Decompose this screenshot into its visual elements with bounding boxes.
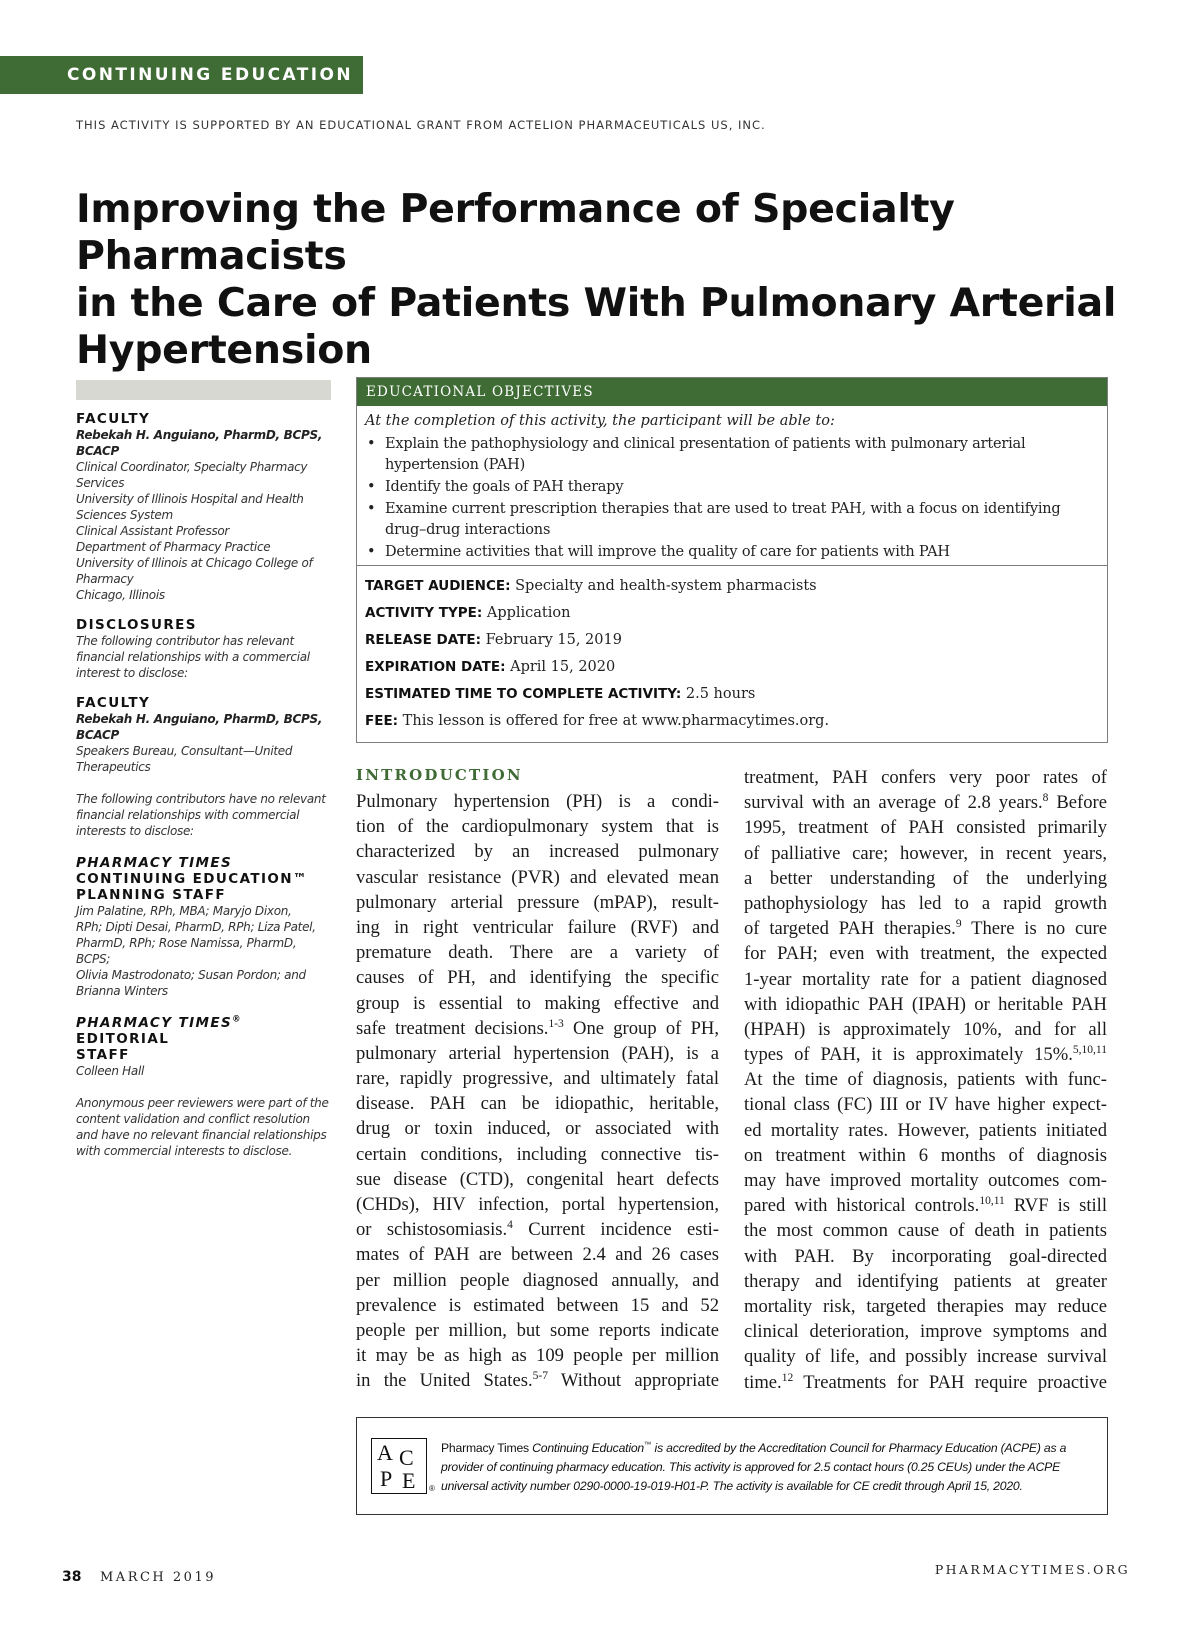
sidebar-line: interests to disclose: [76,824,194,838]
body-line: mates of PAH are between 2.4 and 26 cases [356,1244,719,1266]
sidebar [76,380,331,1159]
editorial-heading: PHARMACY TIMES® EDITORIAL [76,1013,242,1047]
sidebar-line: Sciences System [76,508,173,522]
sidebar-line: and have no relevant financial relationships [76,1128,327,1142]
objectives-box [356,377,1108,743]
activity-detail-row: FEE: This lesson is offered for free at www.pharmacytimes.org. [365,713,830,729]
sidebar-line: Therapeutics [76,760,151,774]
sidebar-line: with commercial interests to disclose. [76,1144,293,1158]
accreditation-box [356,1417,1108,1515]
objective-item: • Examine current prescription therapies that are used to treat PAH, with a focus on identifying drug–drug interactions [367,501,1061,538]
sidebar-line: Chicago, Illinois [76,588,165,602]
bullet-icon: • [367,479,376,495]
body-line: therapy and identifying patients at greater [744,1270,1107,1292]
body-line: for PAH; even with treatment, the expected [744,943,1107,965]
body-line: time.$^{12}$ Treatments for PAH require proactive [744,1371,1107,1393]
sidebar-line: Pharmacy [76,572,134,586]
body-line: types of PAH, it is approximately 15%.$^{5,10,11}$ [744,1043,1107,1066]
body-line: treatment, PAH confers very poor rates of [744,767,1107,788]
faculty-heading: FACULTY [76,695,151,711]
body-line: rare, rapidly progressive, and ultimately fatal [356,1068,719,1090]
section-label: CONTINUING EDUCATION [67,65,353,85]
planning-heading: PHARMACY TIMES [76,855,233,871]
body-line: characterized by an increased pulmonary [356,841,719,863]
body-line: sue disease (CTD), congenital heart defects [356,1168,719,1190]
sidebar-line: Clinical Coordinator, Specialty Pharmacy [76,460,308,474]
sidebar-line: Colleen Hall [76,1064,145,1078]
body-line: pulmonary arterial pressure (mPAP), result- [356,891,719,913]
website: PHARMACYTIMES.ORG [934,1562,1130,1577]
faculty-disclosure [76,743,331,775]
sidebar-line: Anonymous peer reviewers were part of the [76,1096,329,1110]
body-column-2 [744,765,1107,1395]
acpe-logo-letter: C [399,1445,414,1470]
planning-heading: CONTINUING EDUCATION™ [76,871,308,887]
title-line: Improving the Performance of Specialty Pharmacists [76,186,955,279]
faculty-affiliation [76,459,331,603]
body-line: At the time of diagnosis, patients with func- [744,1069,1107,1091]
bullet-icon: • [367,501,376,517]
body-line: causes of PH, and identifying the specific [356,967,719,989]
sidebar-line: financial relationships with commercial [76,808,300,822]
body-line: it may be as high as 109 people per million [356,1345,719,1367]
body-line: certain conditions, including connective tis- [356,1143,719,1165]
activity-detail-row: ESTIMATED TIME TO COMPLETE ACTIVITY: 2.5 hours [365,686,756,702]
section-banner [0,56,363,94]
sidebar-line: RPh; Dipti Desai, PharmD, RPh; Liza Patel, [76,920,316,934]
sidebar-line: PharmD, RPh; Rose Namissa, PharmD, BCPS; [76,936,297,966]
bullet-icon: • [367,436,376,452]
sidebar-line: content validation and conflict resolution [76,1112,310,1126]
sidebar-line: Department of Pharmacy Practice [76,540,271,554]
body-line: (HPAH) is approximately 10%, and for all [744,1018,1107,1040]
body-line: safe treatment decisions.$^{1-3}$ One group of PH, [356,1017,719,1039]
disclosures-text [76,633,331,681]
body-line: pathophysiology has led to a rapid growth [744,892,1107,914]
sidebar-line: Brianna Winters [76,984,168,998]
faculty-name: Rebekah H. Anguiano, PharmD, BCPS, [76,712,323,726]
no-relevant-disclosure [76,791,331,839]
body-line: (CHDs), HIV infection, portal hypertension, [356,1194,719,1215]
activity-detail-row: RELEASE DATE: February 15, 2019 [365,632,622,648]
disclosures-heading: DISCLOSURES [76,617,197,633]
body-line: tional class (FC) III or IV have higher expect- [744,1094,1107,1116]
peer-review-note [76,1095,331,1159]
objective-item: • Explain the pathophysiology and clinical presentation of patients with pulmonary arterial hypertension (PAH) [367,436,1026,473]
objectives-intro: At the completion of this activity, the participant will be able to: [365,413,835,429]
sidebar-divider [76,380,331,400]
sidebar-line: interest to disclose: [76,666,188,680]
body-line: tion of the cardiopulmonary system that is [356,816,719,838]
body-line: group is essential to making effective and [356,992,719,1014]
body-line: a better understanding of the underlying [744,867,1107,889]
issue-date: MARCH 2019 [100,1570,216,1585]
body-line: Pulmonary hypertension (PH) is a condi- [356,791,719,812]
body-line: on treatment within 6 months of diagnosis [744,1144,1107,1166]
title-line: in the Care of Patients With Pulmonary Arterial [76,280,1117,326]
planning-staff [76,903,331,999]
body-line: ing in right ventricular failure (RVF) and [356,916,719,938]
acpe-logo [371,1438,427,1494]
activity-detail-row: TARGET AUDIENCE: Specialty and health-system pharmacists [365,578,817,594]
body-line: prevalence is estimated between 15 and 52 [356,1294,719,1316]
body-line: quality of life, and possibly increase survival [744,1346,1107,1368]
body-line: with idiopathic PAH (IPAH) or heritable PAH [744,993,1107,1015]
objectives-heading: EDUCATIONAL OBJECTIVES [357,378,1107,406]
body-line: 1995, treatment of PAH consisted primarily [744,817,1107,839]
sidebar-line: Services [76,476,125,490]
body-line: ed mortality rates. However, patients initiated [744,1119,1107,1141]
sidebar-line: Olivia Mastrodonato; Susan Pordon; and [76,968,306,982]
body-line: of targeted PAH therapies.$^9$ There is no cure [744,917,1107,940]
article-title [76,186,1166,374]
body-line: pulmonary arterial hypertension (PAH), is a [356,1042,719,1064]
introduction-text [356,789,719,1394]
sidebar-line: University of Illinois Hospital and Health [76,492,304,506]
body-line: per million people diagnosed annually, and [356,1269,719,1291]
body-column-1 [356,765,719,1394]
body-line: of palliative care; however, in recent years, [744,842,1107,864]
body-line: may have improved mortality outcomes com- [744,1170,1107,1191]
registered-mark: ® [429,1484,435,1493]
sidebar-line: The following contributors have no relevant [76,792,326,806]
acpe-logo-letter: P [380,1466,393,1491]
editorial-staff [76,1063,331,1079]
body-line: drug or toxin induced, or associated with [356,1118,719,1140]
body-line: pared with historical controls.$^{10,11}$ RVF is still [744,1195,1107,1217]
page-number: 38 [62,1569,82,1585]
body-line: vascular resistance (PVR) and elevated mean [356,866,719,888]
faculty-name: Rebekah H. Anguiano, PharmD, BCPS, [76,428,323,442]
objectives-list [365,434,1095,563]
sidebar-line: Speakers Bureau, Consultant—United [76,744,293,758]
body-line: disease. PAH can be idiopathic, heritable, [356,1093,719,1115]
editorial-heading: STAFF [76,1047,130,1063]
body-line: people per million, but some reports indicate [356,1319,719,1341]
acpe-logo-letter: E [402,1468,416,1493]
body-line: clinical deterioration, improve symptoms and [744,1321,1107,1343]
introduction-heading: INTRODUCTION [356,766,523,784]
body-line: premature death. There are a variety of [356,942,719,964]
objective-item: • Identify the goals of PAH therapy [365,477,1095,498]
planning-heading: PLANNING STAFF [76,887,227,903]
accreditation-text: Pharmacy Times Continuing Education™ is accredited by the Accreditation Council for Pharmacy Education (ACPE) as a provider of continuing pharmacy education. This activity is approved for 2.5 contact hours (0.25 CEUs) under the ACPE universal activity number 0290-0000-19-019-H01-P. The activity is available for CE credit through April 15, 2020. [441,1439,1067,1493]
sidebar-line: Clinical Assistant Professor [76,524,230,538]
sidebar-line: Jim Palatine, RPh, MBA; Maryjo Dixon, [76,904,292,918]
body-line: the most common cause of death in patients [744,1220,1107,1242]
faculty-heading: FACULTY [76,411,151,427]
title-line: Hypertension [76,327,372,373]
sidebar-line: University of Illinois at Chicago College of [76,556,313,570]
activity-details [357,566,1107,735]
bullet-icon: • [367,544,376,560]
faculty-name: BCACP [76,444,119,458]
body-line: in the United States.$^{5-7}$ Without appropriate [356,1370,719,1392]
grant-notice: THIS ACTIVITY IS SUPPORTED BY AN EDUCATIONAL GRANT FROM ACTELION PHARMACEUTICALS US, INC. [76,118,766,132]
objective-item: • Determine activities that will improve the quality of care for patients with PAH [365,542,1095,563]
sidebar-line: financial relationships with a commercial [76,650,310,664]
body-line: survival with an average of 2.8 years.$^8$ Before [744,792,1107,814]
faculty-name: BCACP [76,728,119,742]
activity-detail-row: EXPIRATION DATE: April 15, 2020 [365,659,616,675]
body-line: with PAH. By incorporating goal-directed [744,1245,1107,1267]
body-line: mortality risk, targeted therapies may reduce [744,1295,1107,1317]
objectives-body [357,406,1107,563]
body-line: 1-year mortality rate for a patient diagnosed [744,968,1107,990]
sidebar-line: The following contributor has relevant [76,634,294,648]
body-line: or schistosomiasis.$^4$ Current incidence esti- [356,1219,719,1241]
acpe-logo-letter: A [377,1440,393,1465]
activity-detail-row: ACTIVITY TYPE: Application [365,605,571,621]
